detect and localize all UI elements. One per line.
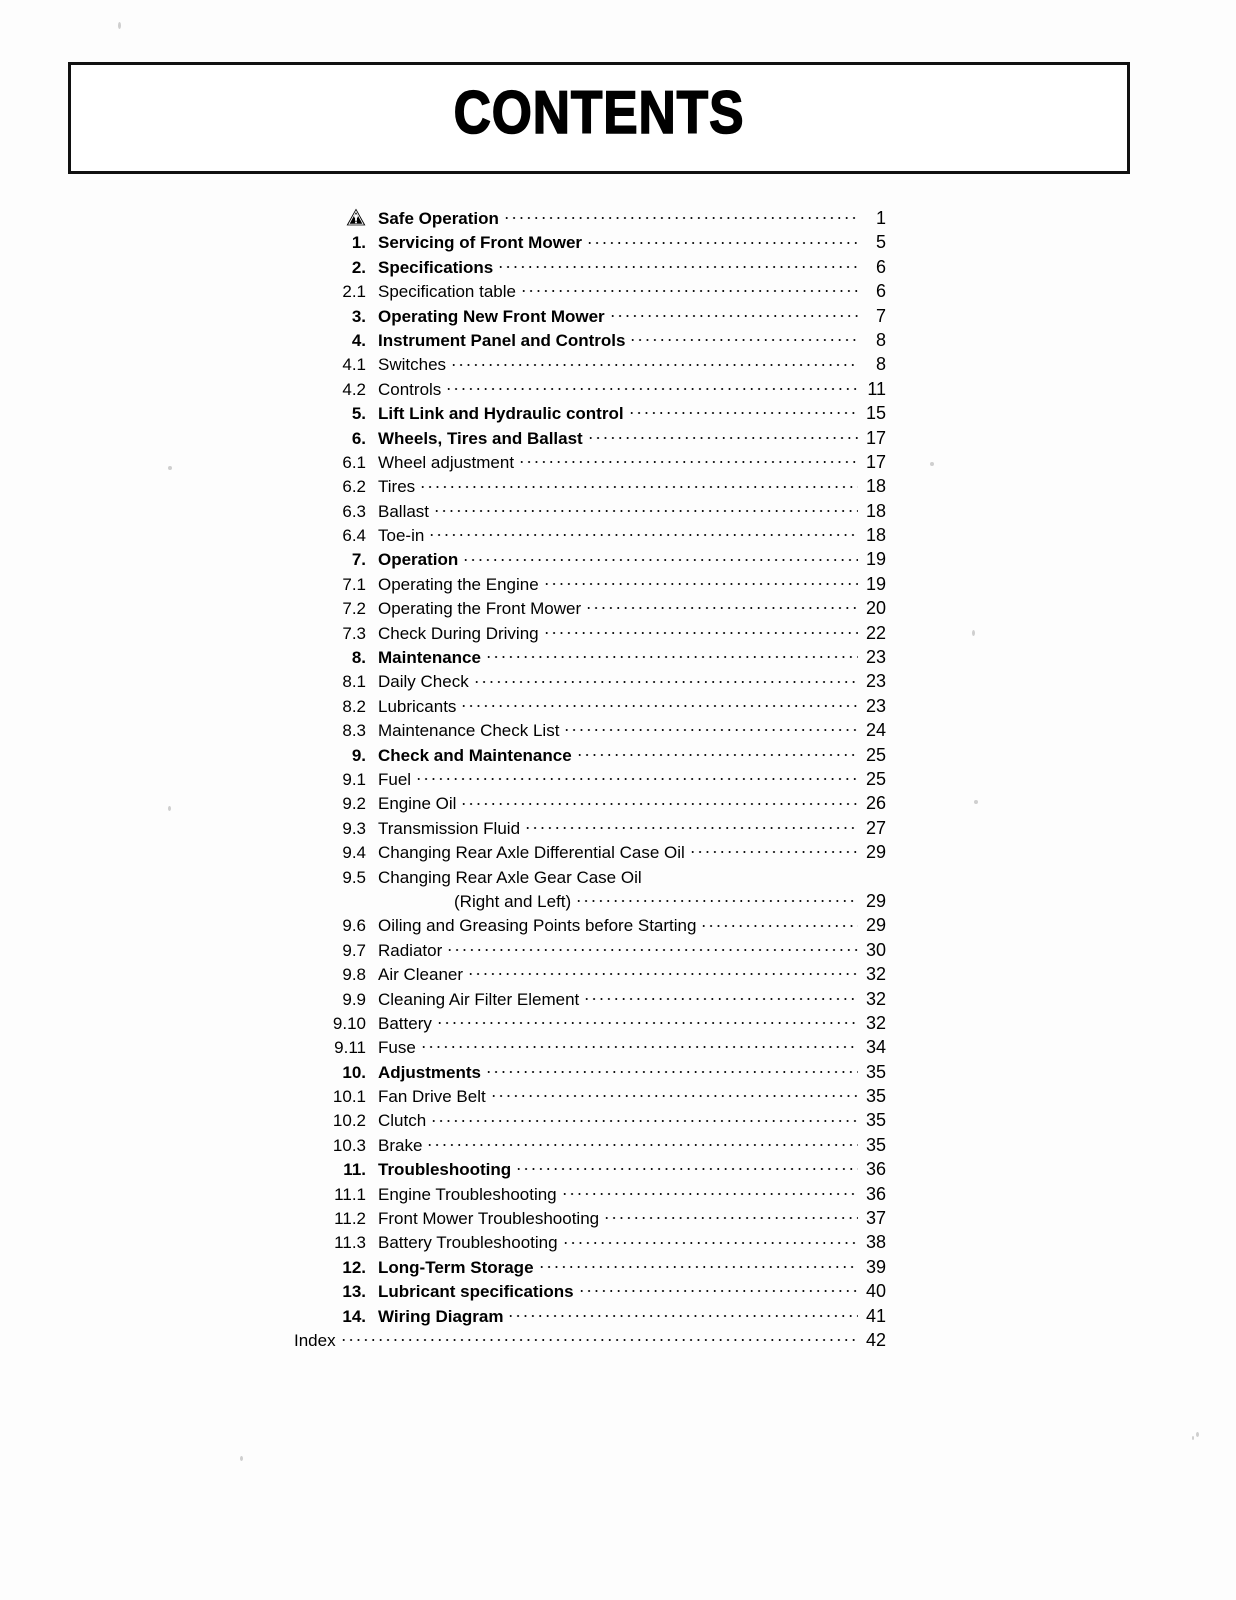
toc-dot-leader — [433, 501, 858, 517]
toc-entry-label: Fuel — [378, 769, 412, 789]
toc-dot-leader — [485, 647, 858, 663]
toc-entry[interactable] — [290, 1184, 886, 1208]
toc-entry-number: 9.11 — [334, 1038, 366, 1058]
toc-entry[interactable] — [290, 1013, 886, 1037]
contents-title-box — [68, 62, 1130, 174]
toc-entry-label: Lift Link and Hydraulic control — [378, 404, 624, 424]
warning-triangle-icon — [346, 208, 366, 226]
toc-entry-number: 4.1 — [342, 355, 366, 375]
toc-dot-leader — [520, 281, 858, 297]
scan-speckle — [168, 466, 172, 470]
toc-dot-leader — [538, 1257, 858, 1273]
toc-entry[interactable] — [290, 842, 886, 866]
scan-speckle — [974, 800, 978, 804]
toc-entry-label: Changing Rear Axle Gear Case Oil — [378, 867, 642, 887]
toc-entry-page-number: 19 — [865, 549, 886, 570]
toc-dot-leader — [629, 330, 858, 346]
toc-entry-number: 3. — [351, 306, 366, 326]
toc-entry[interactable] — [290, 720, 886, 744]
toc-entry[interactable] — [290, 354, 886, 378]
toc-entry-label: Radiator — [378, 940, 443, 960]
toc-entry-number: 2. — [351, 257, 366, 277]
toc-entry-label: Specifications — [378, 257, 494, 277]
toc-entry-label: Fuse — [378, 1038, 416, 1058]
toc-entry-number: 12. — [342, 1257, 366, 1277]
toc-entry-number: 11. — [343, 1160, 366, 1180]
toc-entry[interactable] — [290, 745, 886, 769]
toc-entry-number: 9.6 — [342, 916, 366, 936]
toc-dot-leader — [518, 452, 858, 468]
toc-entry[interactable] — [290, 1257, 886, 1281]
toc-dot-leader — [450, 354, 858, 370]
toc-dot-leader — [515, 1159, 858, 1175]
toc-entry-number: 4.2 — [342, 379, 366, 399]
toc-dot-leader — [609, 306, 858, 322]
toc-entry[interactable] — [290, 793, 886, 817]
toc-entry-label: Wiring Diagram — [378, 1306, 504, 1326]
toc-entry-label: Check During Driving — [378, 623, 539, 643]
toc-entry[interactable] — [290, 232, 886, 256]
toc-dot-leader — [578, 1281, 858, 1297]
toc-entry-page-number: 35 — [865, 1110, 886, 1131]
scan-speckle — [240, 1456, 243, 1461]
toc-entry-number: 9.4 — [342, 843, 366, 863]
toc-entry[interactable] — [290, 281, 886, 305]
scan-speckle — [930, 462, 934, 466]
toc-entry-label: Lubricants — [378, 696, 457, 716]
toc-entry-number: 7.3 — [342, 623, 366, 643]
toc-entry-number: 7.1 — [342, 574, 366, 594]
toc-entry[interactable] — [290, 867, 886, 891]
toc-entry-number: 9. — [351, 745, 366, 765]
toc-entry-page-number: 35 — [865, 1134, 886, 1155]
toc-entry-label: Battery — [378, 1013, 432, 1033]
toc-entry-label: Fan Drive Belt — [378, 1087, 486, 1107]
toc-dot-leader — [585, 598, 858, 614]
toc-entry-page-number: 22 — [865, 622, 886, 643]
toc-entry-number: 6.1 — [342, 452, 366, 472]
toc-entry-page-number: 23 — [865, 695, 886, 716]
toc-entry-label: Tires — [378, 477, 416, 497]
toc-dot-leader — [603, 1208, 858, 1224]
toc-entry[interactable] — [290, 1159, 886, 1183]
toc-entry-label: Cleaning Air Filter Element — [378, 989, 580, 1009]
toc-entry-label: Index — [294, 1330, 336, 1350]
toc-entry-number: 13. — [342, 1282, 366, 1302]
toc-entry[interactable] — [290, 525, 886, 549]
toc-entry[interactable] — [290, 989, 886, 1013]
toc-entry-label: Front Mower Troubleshooting — [378, 1209, 600, 1229]
toc-entry-label: Toe-in — [378, 526, 425, 546]
toc-dot-leader — [563, 720, 858, 736]
toc-dot-leader — [689, 842, 858, 858]
toc-entry[interactable] — [290, 769, 886, 793]
toc-entry[interactable] — [290, 891, 886, 915]
table-of-contents — [290, 208, 886, 1354]
toc-entry-page-number: 40 — [865, 1281, 886, 1302]
toc-dot-leader — [561, 1184, 858, 1200]
toc-entry-number: 10.3 — [332, 1135, 366, 1155]
toc-dot-leader — [430, 1110, 858, 1126]
toc-entry[interactable] — [290, 1306, 886, 1330]
toc-dot-leader — [583, 989, 858, 1005]
toc-entry[interactable] — [290, 1330, 886, 1354]
toc-entry-label: Specification table — [378, 282, 516, 302]
toc-entry-page-number: 41 — [865, 1305, 886, 1326]
toc-entry[interactable] — [290, 1037, 886, 1061]
toc-entry-number: 2.1 — [342, 282, 366, 302]
toc-entry-page-number: 29 — [865, 842, 886, 863]
toc-entry-label: Clutch — [378, 1111, 427, 1131]
toc-dot-leader — [507, 1306, 858, 1322]
toc-dot-leader — [415, 769, 858, 785]
toc-dot-leader — [576, 745, 858, 761]
toc-entry-page-number: 36 — [865, 1183, 886, 1204]
toc-entry-label: Daily Check — [378, 672, 469, 692]
toc-dot-leader — [467, 964, 858, 980]
toc-entry-number: 8.3 — [342, 721, 366, 741]
toc-entry-number: 8.1 — [342, 672, 366, 692]
toc-entry[interactable] — [290, 1135, 886, 1159]
toc-entry-number: 10.1 — [332, 1087, 366, 1107]
scan-speckle — [168, 806, 171, 811]
toc-entry-number: 9.3 — [342, 818, 366, 838]
toc-entry-label: Operation — [378, 550, 459, 570]
toc-entry-page-number: 25 — [865, 744, 886, 765]
toc-entry-number: 8.2 — [342, 696, 366, 716]
toc-entry-number: 6.3 — [342, 501, 366, 521]
toc-dot-leader — [543, 574, 858, 590]
toc-entry-page-number: 18 — [865, 500, 886, 521]
toc-entry-label: (Right and Left) — [454, 891, 572, 911]
toc-entry[interactable] — [290, 403, 886, 427]
scan-speckle — [972, 630, 975, 636]
toc-entry-page-number: 32 — [865, 1012, 886, 1033]
toc-entry[interactable] — [290, 1281, 886, 1305]
toc-entry-number: 9.5 — [342, 867, 366, 887]
toc-dot-leader — [490, 1086, 858, 1102]
toc-entry-label: Oiling and Greasing Points before Starting — [378, 916, 697, 936]
toc-entry-label: Ballast — [378, 501, 430, 521]
toc-dot-leader — [428, 525, 858, 541]
toc-entry-number: 5. — [351, 404, 366, 424]
toc-entry-number: 11.2 — [334, 1209, 366, 1229]
toc-entry-page-number: 17 — [865, 451, 886, 472]
toc-entry-label: Wheels, Tires and Ballast — [378, 428, 583, 448]
toc-entry-number: 4. — [351, 330, 366, 350]
toc-entry-page-number: 7 — [875, 305, 886, 326]
toc-entry-number: 14. — [342, 1306, 366, 1326]
toc-entry-page-number: 15 — [865, 403, 886, 424]
toc-entry-label: Servicing of Front Mower — [378, 233, 583, 253]
toc-entry-page-number: 34 — [865, 1037, 886, 1058]
toc-dot-leader — [340, 1330, 858, 1346]
toc-dot-leader — [524, 818, 858, 834]
toc-entry-page-number: 29 — [865, 915, 886, 936]
toc-entry-label: Maintenance — [378, 648, 481, 668]
toc-entry-number: 8. — [351, 648, 366, 668]
toc-entry[interactable] — [290, 647, 886, 671]
toc-entry[interactable] — [290, 940, 886, 964]
toc-entry-page-number: 6 — [875, 281, 886, 302]
toc-entry-page-number: 32 — [865, 964, 886, 985]
toc-dot-leader — [700, 915, 858, 931]
toc-entry-page-number: 25 — [865, 768, 886, 789]
toc-entry-page-number: 11 — [867, 378, 886, 399]
toc-entry-label: Lubricant specifications — [378, 1282, 574, 1302]
toc-entry[interactable] — [290, 501, 886, 525]
toc-entry-number: 9.2 — [342, 794, 366, 814]
toc-entry-page-number: 18 — [865, 476, 886, 497]
toc-dot-leader — [419, 476, 858, 492]
toc-dot-leader — [587, 428, 858, 444]
toc-entry[interactable] — [290, 574, 886, 598]
toc-entry[interactable] — [290, 818, 886, 842]
toc-entry-page-number: 1 — [875, 208, 886, 228]
toc-entry[interactable] — [290, 696, 886, 720]
toc-entry[interactable] — [290, 1232, 886, 1256]
toc-entry-page-number: 6 — [875, 256, 886, 277]
toc-entry[interactable] — [290, 208, 886, 232]
toc-entry-label: Transmission Fluid — [378, 818, 521, 838]
toc-entry-number: 6.2 — [342, 477, 366, 497]
toc-entry-page-number: 8 — [875, 354, 886, 375]
toc-entry[interactable] — [290, 915, 886, 939]
toc-entry-page-number: 30 — [865, 939, 886, 960]
toc-entry-page-number: 29 — [865, 890, 886, 911]
toc-entry[interactable] — [290, 306, 886, 330]
toc-entry-label: Operating the Front Mower — [378, 599, 582, 619]
toc-entry-label: Brake — [378, 1135, 423, 1155]
toc-entry-number: 11.1 — [334, 1184, 366, 1204]
toc-dot-leader — [503, 208, 858, 224]
toc-entry-label: Adjustments — [378, 1062, 481, 1082]
toc-entry-number: 7.2 — [342, 599, 366, 619]
scan-speckle — [118, 22, 121, 29]
toc-entry-label: Battery Troubleshooting — [378, 1233, 558, 1253]
toc-entry[interactable] — [290, 1062, 886, 1086]
toc-entry-number: 9.9 — [342, 989, 366, 1009]
toc-entry[interactable] — [290, 964, 886, 988]
toc-dot-leader — [485, 1062, 858, 1078]
toc-dot-leader — [497, 257, 858, 273]
toc-entry[interactable] — [290, 1208, 886, 1232]
toc-dot-leader — [586, 232, 858, 248]
scan-speckle — [1192, 1436, 1194, 1440]
toc-entry-label: Safe Operation — [378, 209, 499, 228]
toc-entry[interactable] — [290, 671, 886, 695]
toc-dot-leader — [460, 793, 858, 809]
toc-entry-label: Switches — [378, 355, 447, 375]
toc-entry-number: 11.3 — [334, 1233, 366, 1253]
toc-entry[interactable] — [290, 1086, 886, 1110]
toc-entry-number: 9.10 — [332, 1013, 366, 1033]
toc-entry[interactable] — [290, 452, 886, 476]
toc-entry-label: Wheel adjustment — [378, 452, 515, 472]
toc-entry-page-number: 20 — [865, 598, 886, 619]
toc-entry-number: 10.2 — [332, 1111, 366, 1131]
toc-entry-number: 10. — [342, 1062, 366, 1082]
toc-entry[interactable] — [290, 379, 886, 403]
toc-entry[interactable] — [290, 1110, 886, 1134]
toc-entry[interactable] — [290, 598, 886, 622]
toc-entry-label: Air Cleaner — [378, 965, 464, 985]
toc-entry-label: Check and Maintenance — [378, 745, 572, 765]
toc-entry-page-number: 17 — [865, 427, 886, 448]
toc-dot-leader — [628, 403, 858, 419]
toc-dot-leader — [460, 696, 858, 712]
toc-entry-label: Engine Oil — [378, 794, 457, 814]
toc-dot-leader — [473, 671, 858, 687]
scan-speckle — [1196, 1432, 1199, 1437]
toc-entry-number: 6. — [351, 428, 366, 448]
toc-entry-page-number: 38 — [865, 1232, 886, 1253]
toc-dot-leader — [462, 549, 858, 565]
toc-entry-page-number: 37 — [865, 1208, 886, 1229]
toc-entry[interactable] — [290, 257, 886, 281]
toc-entry-number: 7. — [351, 550, 366, 570]
toc-entry-page-number: 42 — [865, 1329, 886, 1350]
toc-dot-leader — [562, 1232, 858, 1248]
toc-entry-page-number: 36 — [865, 1159, 886, 1180]
toc-entry-label: Instrument Panel and Controls — [378, 330, 626, 350]
page-title: CONTENTS — [453, 79, 745, 146]
toc-entry-page-number: 24 — [865, 720, 886, 741]
toc-entry-label: Maintenance Check List — [378, 721, 560, 741]
toc-entry-number: 1. — [351, 233, 366, 253]
toc-entry-label: Troubleshooting — [378, 1160, 512, 1180]
toc-entry-label: Changing Rear Axle Differential Case Oil — [378, 843, 685, 863]
toc-dot-leader — [446, 940, 858, 956]
toc-entry-page-number: 23 — [865, 671, 886, 692]
toc-entry-label: Controls — [378, 379, 442, 399]
toc-entry[interactable] — [290, 549, 886, 573]
toc-dot-leader — [575, 891, 858, 907]
toc-entry-page-number: 32 — [865, 988, 886, 1009]
toc-entry-number: 9.1 — [342, 769, 366, 789]
toc-entry-number: 9.7 — [342, 940, 366, 960]
toc-entry-page-number: 39 — [865, 1256, 886, 1277]
toc-entry[interactable] — [290, 330, 886, 354]
toc-entry-label: Operating the Engine — [378, 574, 539, 594]
toc-dot-leader — [445, 379, 858, 395]
toc-entry-page-number: 5 — [875, 232, 886, 253]
toc-dot-leader — [436, 1013, 858, 1029]
toc-entry-page-number: 19 — [865, 573, 886, 594]
toc-entry-label: Operating New Front Mower — [378, 306, 605, 326]
toc-entry-page-number: 27 — [865, 817, 886, 838]
toc-entry-page-number: 26 — [865, 793, 886, 814]
toc-entry[interactable] — [290, 428, 886, 452]
toc-entry-number: 6.4 — [342, 526, 366, 546]
toc-entry-page-number: 18 — [865, 525, 886, 546]
toc-entry-label: Engine Troubleshooting — [378, 1184, 557, 1204]
toc-entry[interactable] — [290, 623, 886, 647]
toc-entry-page-number: 35 — [865, 1061, 886, 1082]
toc-entry-label: Long-Term Storage — [378, 1257, 534, 1277]
toc-entry[interactable] — [290, 476, 886, 500]
toc-entry-page-number: 23 — [865, 647, 886, 668]
toc-entry-page-number: 35 — [865, 1086, 886, 1107]
toc-dot-leader — [426, 1135, 858, 1151]
toc-dot-leader — [543, 623, 858, 639]
toc-dot-leader — [420, 1037, 858, 1053]
toc-entry-number: 9.8 — [342, 965, 366, 985]
toc-entry-page-number: 8 — [875, 329, 886, 350]
safety-alert-number-slot — [290, 208, 366, 229]
